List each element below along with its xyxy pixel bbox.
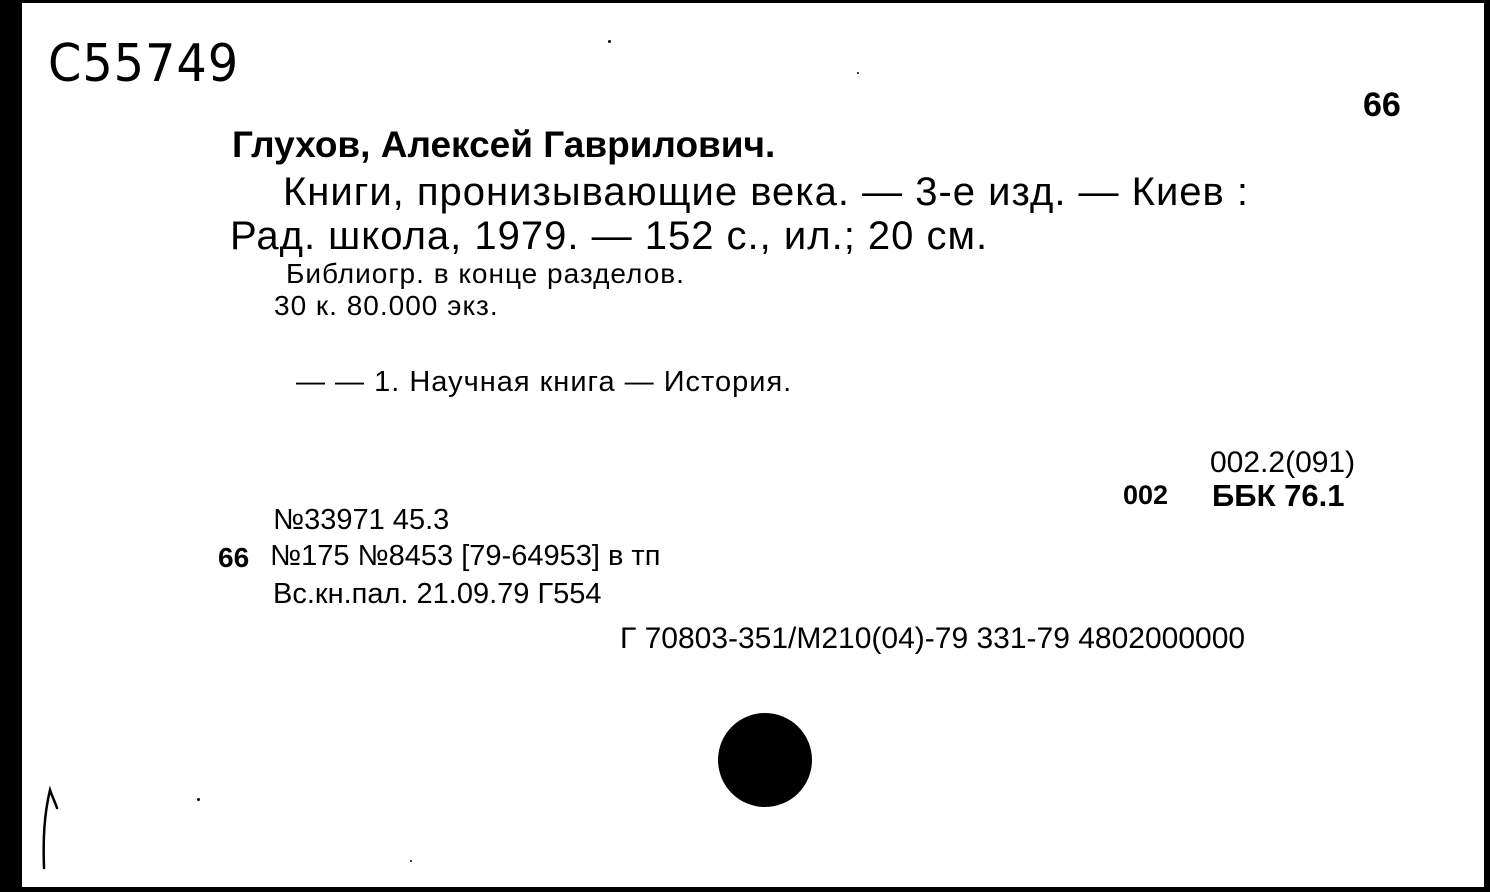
speck — [857, 72, 859, 74]
card-left-edge — [0, 0, 22, 892]
speck — [197, 798, 200, 801]
card-right-edge — [1484, 0, 1490, 892]
record-line-2-prefix: 66 — [218, 542, 250, 573]
bibliography-note: Библиогр. в конце разделов. — [286, 258, 685, 289]
record-line-2: №175 №8453 [79-64953] в тп — [270, 540, 661, 572]
imprint-code: Г 70803-351/М210(04)-79 331-79 4802000000 — [620, 622, 1246, 655]
record-line-3: Вс.кн.пал. 21.09.79 Г554 — [273, 578, 602, 610]
price-circulation: 30 к. 80.000 экз. — [274, 290, 499, 321]
bbk-code: ББК 76.1 — [1212, 478, 1345, 513]
author-heading: Глухов, Алексей Гаврилович. — [232, 124, 776, 165]
pencil-mark-icon — [30, 780, 70, 870]
title-line-2: Рад. школа, 1979. — 152 с., ил.; 20 см. — [230, 214, 989, 258]
handwritten-shelf-code: С55749 — [48, 34, 240, 94]
card-number: 66 — [1363, 86, 1401, 124]
class-number: 002 — [1123, 480, 1169, 510]
udc-code: 002.2(091) — [1210, 446, 1356, 479]
speck — [608, 40, 611, 43]
card-top-edge — [0, 0, 1490, 3]
subject-heading: — — 1. Научная книга — История. — [296, 366, 793, 398]
record-line-1: №33971 45.3 — [273, 504, 450, 536]
card-bottom-edge — [0, 887, 1490, 892]
speck — [410, 860, 412, 862]
punch-hole — [718, 713, 812, 807]
title-line-1: Книги, пронизывающие века. — 3-е изд. — Киев : — [283, 170, 1250, 214]
